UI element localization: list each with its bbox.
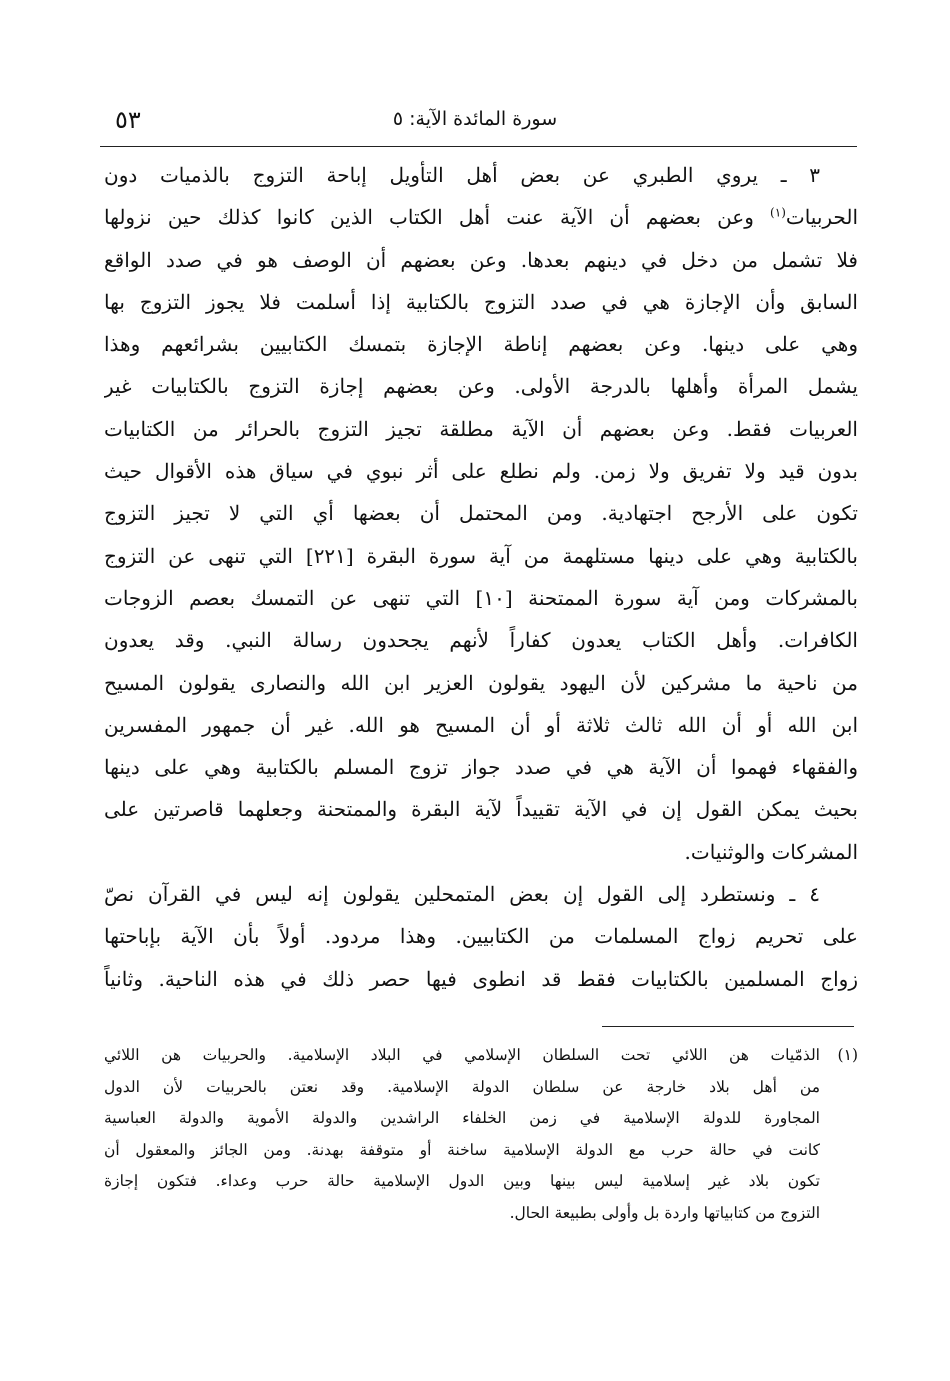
text-line: فلا تشمل من دخل في دينهم بعدها. وعن بعضهم أن الوصف هو في صدد الواقع bbox=[104, 247, 858, 272]
text-line: تكون على الأرجح اجتهادية. ومن المحتمل أن بعضها أي التي لا تجيز التزوج bbox=[104, 501, 858, 526]
main-text bbox=[104, 154, 858, 1000]
text-fragment: الحربيات bbox=[785, 205, 858, 230]
text-line bbox=[104, 196, 858, 238]
text-line: والفقهاء فهموا أن الآية هي في صدد جواز تزوج المسلم بالكتابية وهي على دينها bbox=[104, 755, 858, 780]
text-line: بالمشركات ومن آية سورة الممتحنة [١٠] التي تنهى عن التمسك بعصم الزوجات bbox=[104, 585, 858, 610]
footnote-reference[interactable]: (١) bbox=[770, 205, 786, 220]
text-line: من ناحية ما مشركين لأن اليهود يقولون العزير ابن الله والنصارى يقولون المسيح bbox=[104, 670, 858, 695]
header-rule bbox=[100, 146, 857, 147]
footnote-line: من أهل بلاد خارجة عن سلطان الدولة الإسلامية. وقد نعتن بالحربيات لأن الدول bbox=[104, 1077, 820, 1096]
running-header bbox=[100, 102, 850, 142]
text-line: بالكتابية وهي على دينها مستلهمة من آية سورة البقرة [٢٢١] التي تنهى عن التزوج bbox=[104, 543, 858, 568]
text-line: الكافرات. وأهل الكتاب يعدون كفاراً لأنهم يجحدون رسالة النبي. وقد يعدون bbox=[104, 628, 858, 653]
text-line: السابق وأن الإجازة هي في صدد التزوج بالكتابية إذا أسلمت فلا يجوز التزوج بها bbox=[104, 289, 858, 314]
text-line: ٣ ـ يروي الطبري عن بعض أهل التأويل إباحة التزوج بالذميات دون bbox=[104, 163, 820, 187]
footnote-line: الذمّيات هن اللائي تحت السلطان الإسلامي في البلاد الإسلامية. والحربيات هن اللائي bbox=[104, 1046, 820, 1064]
text-line: العربيات فقط. وعن بعضهم أن الآية مطلقة تجيز التزوج بالحرائر من الكتابيات bbox=[104, 416, 858, 441]
chapter-title: سورة المائدة الآية: ٥ bbox=[392, 108, 558, 130]
footnote-line: المجاورة للدولة الإسلامية في زمن الخلفاء الراشدين والدولة الأموية والدولة العباسية bbox=[104, 1109, 820, 1127]
text-line: ٤ ـ ونستطرد إلى القول إن بعض المتمحلين يقولون إنه ليس في القرآن نصّ bbox=[104, 882, 820, 907]
footnote-line: كانت في حالة حرب مع الدولة الإسلامية ساخنة أو متوقفة بهدنة. ومن الجائز والمعقول أن bbox=[104, 1140, 820, 1159]
footnote-text bbox=[104, 1040, 820, 1229]
text-line: بدون قيد ولا تفريق ولا زمن. ولم نطلع على أثر نبوي في سياق هذه الأقوال حيث bbox=[104, 459, 858, 484]
footnote-separator bbox=[602, 1026, 854, 1027]
text-line: يشمل المرأة وأهلها بالدرجة الأولى. وعن بعضهم إجازة التزوج بالكتابيات غير bbox=[104, 374, 858, 399]
footnote-line: التزوج من كتابياتها واردة بل وأولى بطبيعة الحال. bbox=[509, 1203, 820, 1222]
footnote-line: تكون بلاد غير إسلامية ليس بينها وبين الدول الإسلامية حالة حرب وعداء. فتكون إجازة bbox=[104, 1172, 820, 1190]
text-line: المشركات والوثنيات. bbox=[684, 839, 858, 864]
text-line: على تحريم زواج المسلمات من الكتابيين. وهذا مردود. أولاً بأن الآية بإباحتها bbox=[104, 924, 858, 949]
footnotes bbox=[104, 1040, 858, 1229]
text-line: بحيث يمكن القول إن في الآية تقييداً لآية البقرة والممتحنة وجعلهما قاصرتين على bbox=[104, 797, 858, 822]
text-line: ابن الله أو أن الله ثالث ثلاثة أو أن المسيح هو الله. غير أن جمهور المفسرين bbox=[104, 712, 858, 737]
page-number: ٥٣ bbox=[115, 106, 141, 134]
text-line: زواج المسلمين بالكتابيات فقط قد انطوى فيها حصر ذلك في هذه الناحية. وثانياً bbox=[104, 966, 858, 991]
text-fragment: وعن بعضهم أن الآية عنت أهل الكتاب الذين كانوا كذلك حين نزولها bbox=[104, 205, 754, 230]
text-line: وهي على دينها. وعن بعضهم إناطة الإجازة بتمسك الكتابيين بشرائعهم وهذا bbox=[104, 332, 858, 357]
footnote-marker: (١) bbox=[837, 1046, 858, 1064]
